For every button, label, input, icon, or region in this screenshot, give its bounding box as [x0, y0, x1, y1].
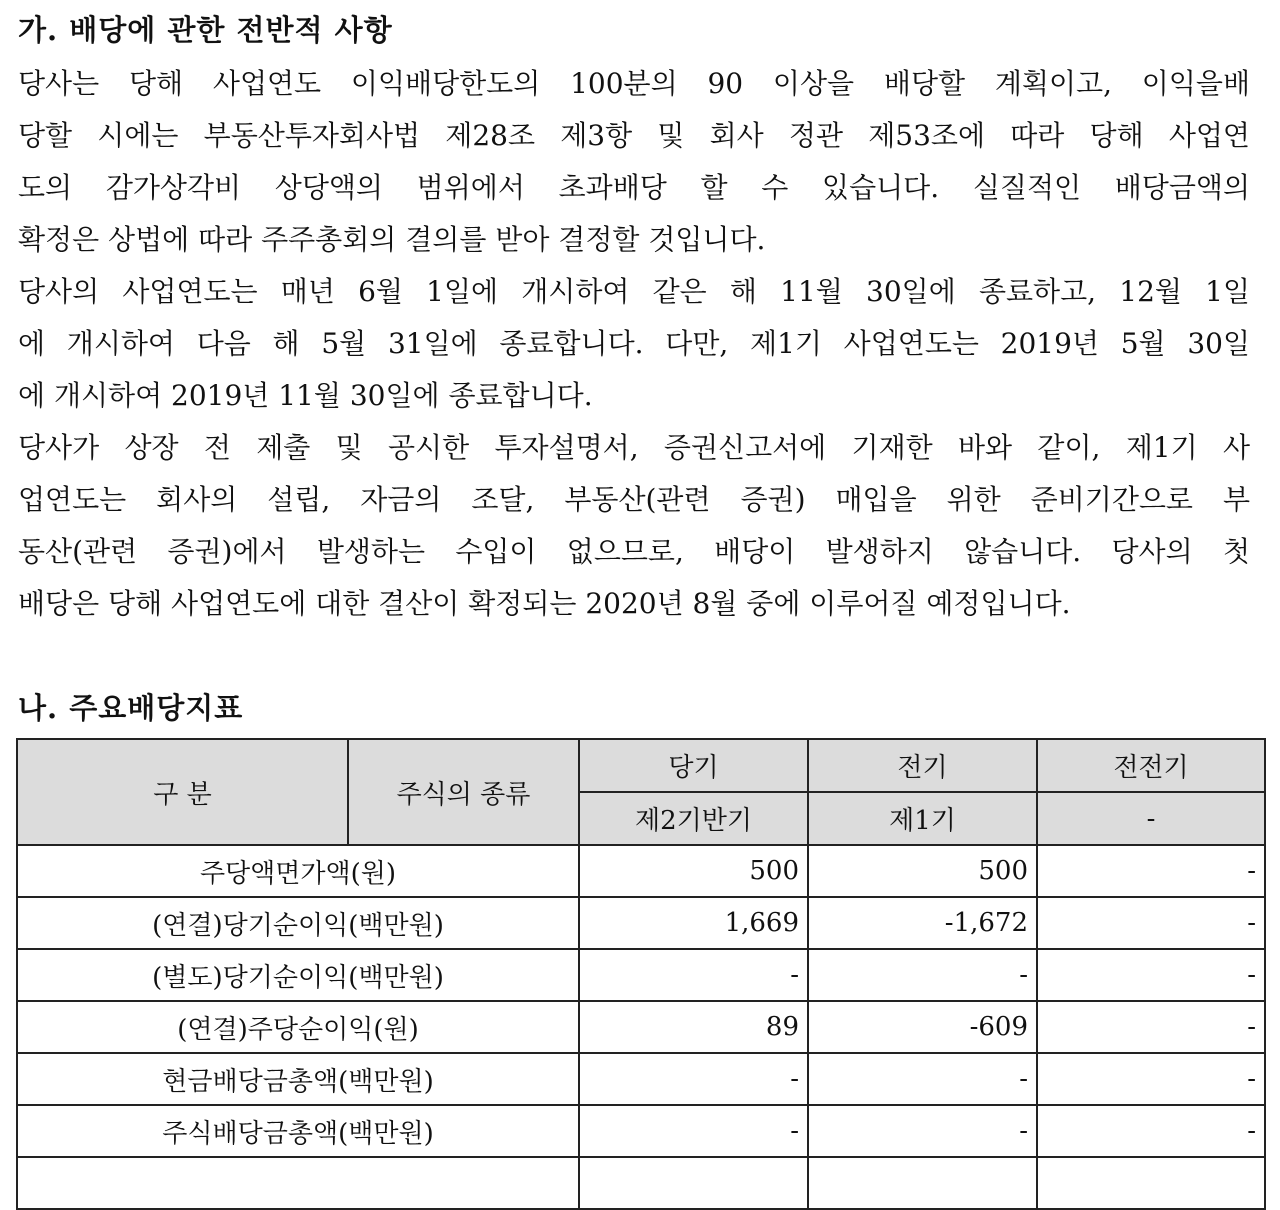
row-label: 주식배당금총액(백만원) [17, 1105, 579, 1157]
cell-before-previous [1037, 1157, 1265, 1209]
cell-current: 89 [579, 1001, 808, 1053]
cell-previous: - [808, 949, 1037, 1001]
section-heading-ga: 가. 배당에 관한 전반적 사항 [18, 13, 393, 47]
cell-before-previous: - [1037, 845, 1265, 897]
row-label [17, 1157, 579, 1209]
cell-before-previous: - [1037, 897, 1265, 949]
paragraph-fiscal-year [18, 266, 1250, 422]
header-current-period: 당기 [579, 739, 808, 792]
cell-current: - [579, 1053, 808, 1105]
paragraph-line: 확정은 상법에 따라 주주총회의 결의를 받아 결정할 것입니다. [18, 223, 766, 256]
cell-current: - [579, 949, 808, 1001]
paragraph-line: 당사의 사업연도는 매년 6월 1일에 개시하여 같은 해 11월 30일에 종료하고, 12월 1일 [18, 275, 1250, 308]
table-row [17, 1105, 1265, 1157]
paragraph-line: 동산(관련 증권)에서 발생하는 수입이 없으므로, 배당이 발생하지 않습니다. 당사의 첫 [18, 535, 1250, 568]
table-row [17, 897, 1265, 949]
cell-previous: - [808, 1105, 1037, 1157]
paragraph-line: 에 개시하여 다음 해 5월 31일에 종료합니다. 다만, 제1기 사업연도는 2019년 5월 30일 [18, 327, 1250, 360]
subheader-current-period: 제2기반기 [579, 792, 808, 845]
table-row [17, 845, 1265, 897]
section-heading-na: 나. 주요배당지표 [18, 691, 244, 725]
paragraph-line: 당할 시에는 부동산투자회사법 제28조 제3항 및 회사 정관 제53조에 따라 당해 사업연 [18, 119, 1250, 152]
row-label: (별도)당기순이익(백만원) [17, 949, 579, 1001]
cell-before-previous: - [1037, 1053, 1265, 1105]
paragraph-line: 업연도는 회사의 설립, 자금의 조달, 부동산(관련 증권) 매입을 위한 준비기간으로 부 [18, 483, 1250, 516]
cell-before-previous: - [1037, 949, 1265, 1001]
header-category: 구 분 [17, 739, 348, 845]
subheader-before-previous-period: - [1037, 792, 1265, 845]
cell-previous: - [808, 1053, 1037, 1105]
paragraph-first-dividend [18, 422, 1250, 630]
cell-previous [808, 1157, 1037, 1209]
cell-before-previous: - [1037, 1001, 1265, 1053]
paragraph-line: 당사가 상장 전 제출 및 공시한 투자설명서, 증권신고서에 기재한 바와 같이, 제1기 사 [18, 431, 1250, 464]
header-stock-type: 주식의 종류 [348, 739, 579, 845]
table-row [17, 1001, 1265, 1053]
cell-current [579, 1157, 808, 1209]
paragraph-line: 에 개시하여 2019년 11월 30일에 종료합니다. [18, 379, 593, 412]
row-label: 주당액면가액(원) [17, 845, 579, 897]
paragraph-line: 도의 감가상각비 상당액의 범위에서 초과배당 할 수 있습니다. 실질적인 배당금액의 [18, 171, 1250, 204]
cell-current: 500 [579, 845, 808, 897]
row-label: (연결)주당순이익(원) [17, 1001, 579, 1053]
header-previous-period: 전기 [808, 739, 1037, 792]
cell-current: - [579, 1105, 808, 1157]
cell-previous: -609 [808, 1001, 1037, 1053]
dividend-indicator-table [16, 738, 1266, 1210]
cell-previous: -1,672 [808, 897, 1037, 949]
table-row [17, 949, 1265, 1001]
row-label: 현금배당금총액(백만원) [17, 1053, 579, 1105]
row-label: (연결)당기순이익(백만원) [17, 897, 579, 949]
cell-previous: 500 [808, 845, 1037, 897]
paragraph-line: 배당은 당해 사업연도에 대한 결산이 확정되는 2020년 8월 중에 이루어질 예정입니다. [18, 587, 1071, 620]
subheader-previous-period: 제1기 [808, 792, 1037, 845]
header-before-previous-period: 전전기 [1037, 739, 1265, 792]
paragraph-line: 당사는 당해 사업연도 이익배당한도의 100분의 90 이상을 배당할 계획이고, 이익을배 [18, 67, 1250, 100]
cell-current: 1,669 [579, 897, 808, 949]
table-row [17, 1053, 1265, 1105]
paragraph-dividend-plan [18, 58, 1250, 266]
cell-before-previous: - [1037, 1105, 1265, 1157]
table-row-cut-off [17, 1157, 1265, 1209]
table-header-row [17, 739, 1265, 792]
